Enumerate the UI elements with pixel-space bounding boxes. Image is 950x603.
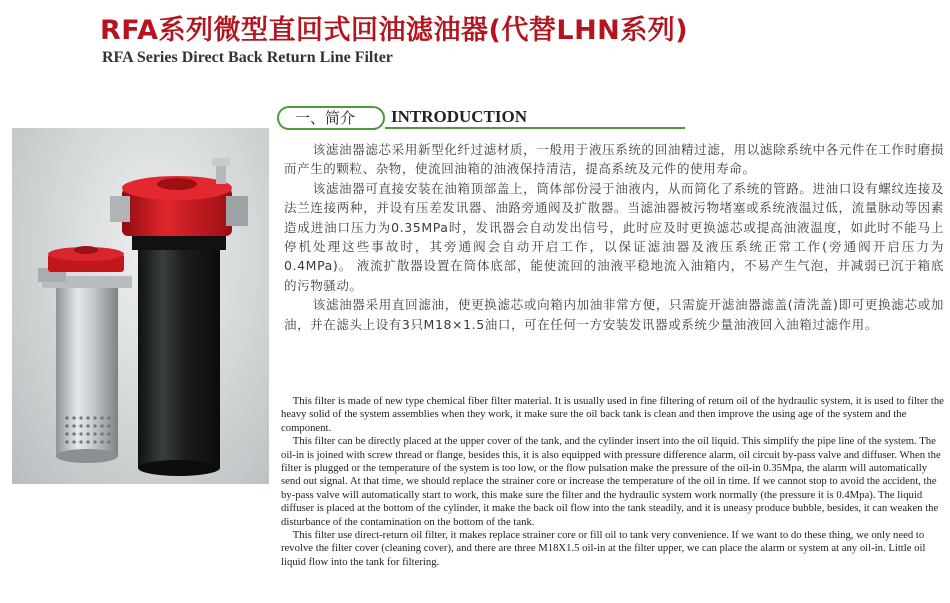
page-title: RFA系列微型直回式回油滤油器(代替LHN系列): [100, 15, 689, 46]
cn-paragraph: 该滤油器可直接安装在油箱顶部盖上，筒体部份浸于油液内，从而简化了系统的管路。进油口设有螺纹连接及法兰连接两种，并设有压差发讯器、油路旁通阀及扩散器。当滤油器被污物堵塞或系统液温过低，流量脉动等因素造成进油口压力为0.35MPa时，发讯器会自动发出信号，此时应及时更换滤芯或提高油液温度，如此时不能马上停机处理这些事故时，其旁通阀会自动开启工作，以保证滤油器及液压系统正常工作(旁通阀开启压力为0.4MPa)。 液流扩散器设置在筒体底部，能使流回的油液平稳地流入油箱内，不易产生气泡，并减弱已沉于箱底的污物骚动。: [284, 180, 944, 293]
section-number-pill: 一、简介: [277, 106, 385, 130]
section-underline: [385, 127, 685, 129]
en-paragraph: This filter use direct-return oil filter, it makes replace strainer core or fill oil to tank very convenience. If we want to do these thing, we only need to revolve the filter cover (cleaning cover), and there are three M18X1.5 oil-in at the filter upper, we can place the alarm or system at any oil-in. Little oil liquid flow into the tank for filtering.: [281, 529, 926, 568]
large-filter: [110, 158, 248, 476]
page-subtitle: RFA Series Direct Back Return Line Filter: [102, 49, 393, 66]
en-paragraph: This filter can be directly placed at the upper cover of the tank, and the cylinder insert into the oil liquid. This simplify the pipe line of the system. The oil-in is joined with screw thread or flange, besides this, it is also equipped with pressure difference alarm, oil circuit by-pass valve and diffuser. When the filter is plugged or the temperature of the system is too low, or the flow pulsation make the pressure of the oil-in 0.35Mpa, the alarm will automatically send out signal. At that time, we should replace the strainer core or increase the temperature of the oil in time. If we cannot stop to avoid the accident, the by-pass valve will automatically start to work, this make sure the filter and the hydraulic system work normally (the pressure it is 0.4Mpa). The liquid diffuser is placed at the bottom of the cylinder, it make the back oil flow into the tank steadily, and it is uneasy produce bubble, besides, it can weaken the disturbance of the contamination on the bottom of the tank.: [281, 435, 941, 528]
product-photo: [12, 128, 269, 484]
cn-paragraph: 该滤油器滤芯采用新型化纤过滤材质，一般用于液压系统的回油精过滤，用以滤除系统中各元件在工作时磨损而产生的颗粒、杂物，使流回油箱的油液保持清洁，提高系统及元件的使用寿命。: [284, 142, 944, 177]
intro-english: [281, 395, 945, 569]
cn-paragraph: 该滤油器采用直回滤油，使更换滤芯或向箱内加油非常方便，只需旋开滤油器滤盖(清洗盖)即可更换滤芯或加油，并在滤头上设有3只M18×1.5油口，可在任何一方安装发讯器或系统少量油液回入油箱过滤作用。: [284, 297, 944, 332]
en-paragraph: This filter is made of new type chemical fiber filter material. It is usually used in fine filtering of return oil of the hydraulic system, it is used to filter the heavy solid of the system assemblies when they work, it make sure the oil back tank is clean and then improve the using age of the system and the component.: [281, 395, 944, 434]
intro-chinese: [284, 140, 944, 334]
section-header: [277, 106, 947, 130]
section-heading: INTRODUCTION: [391, 107, 528, 126]
small-filter: [38, 246, 132, 463]
filter-illustration: [12, 128, 269, 484]
